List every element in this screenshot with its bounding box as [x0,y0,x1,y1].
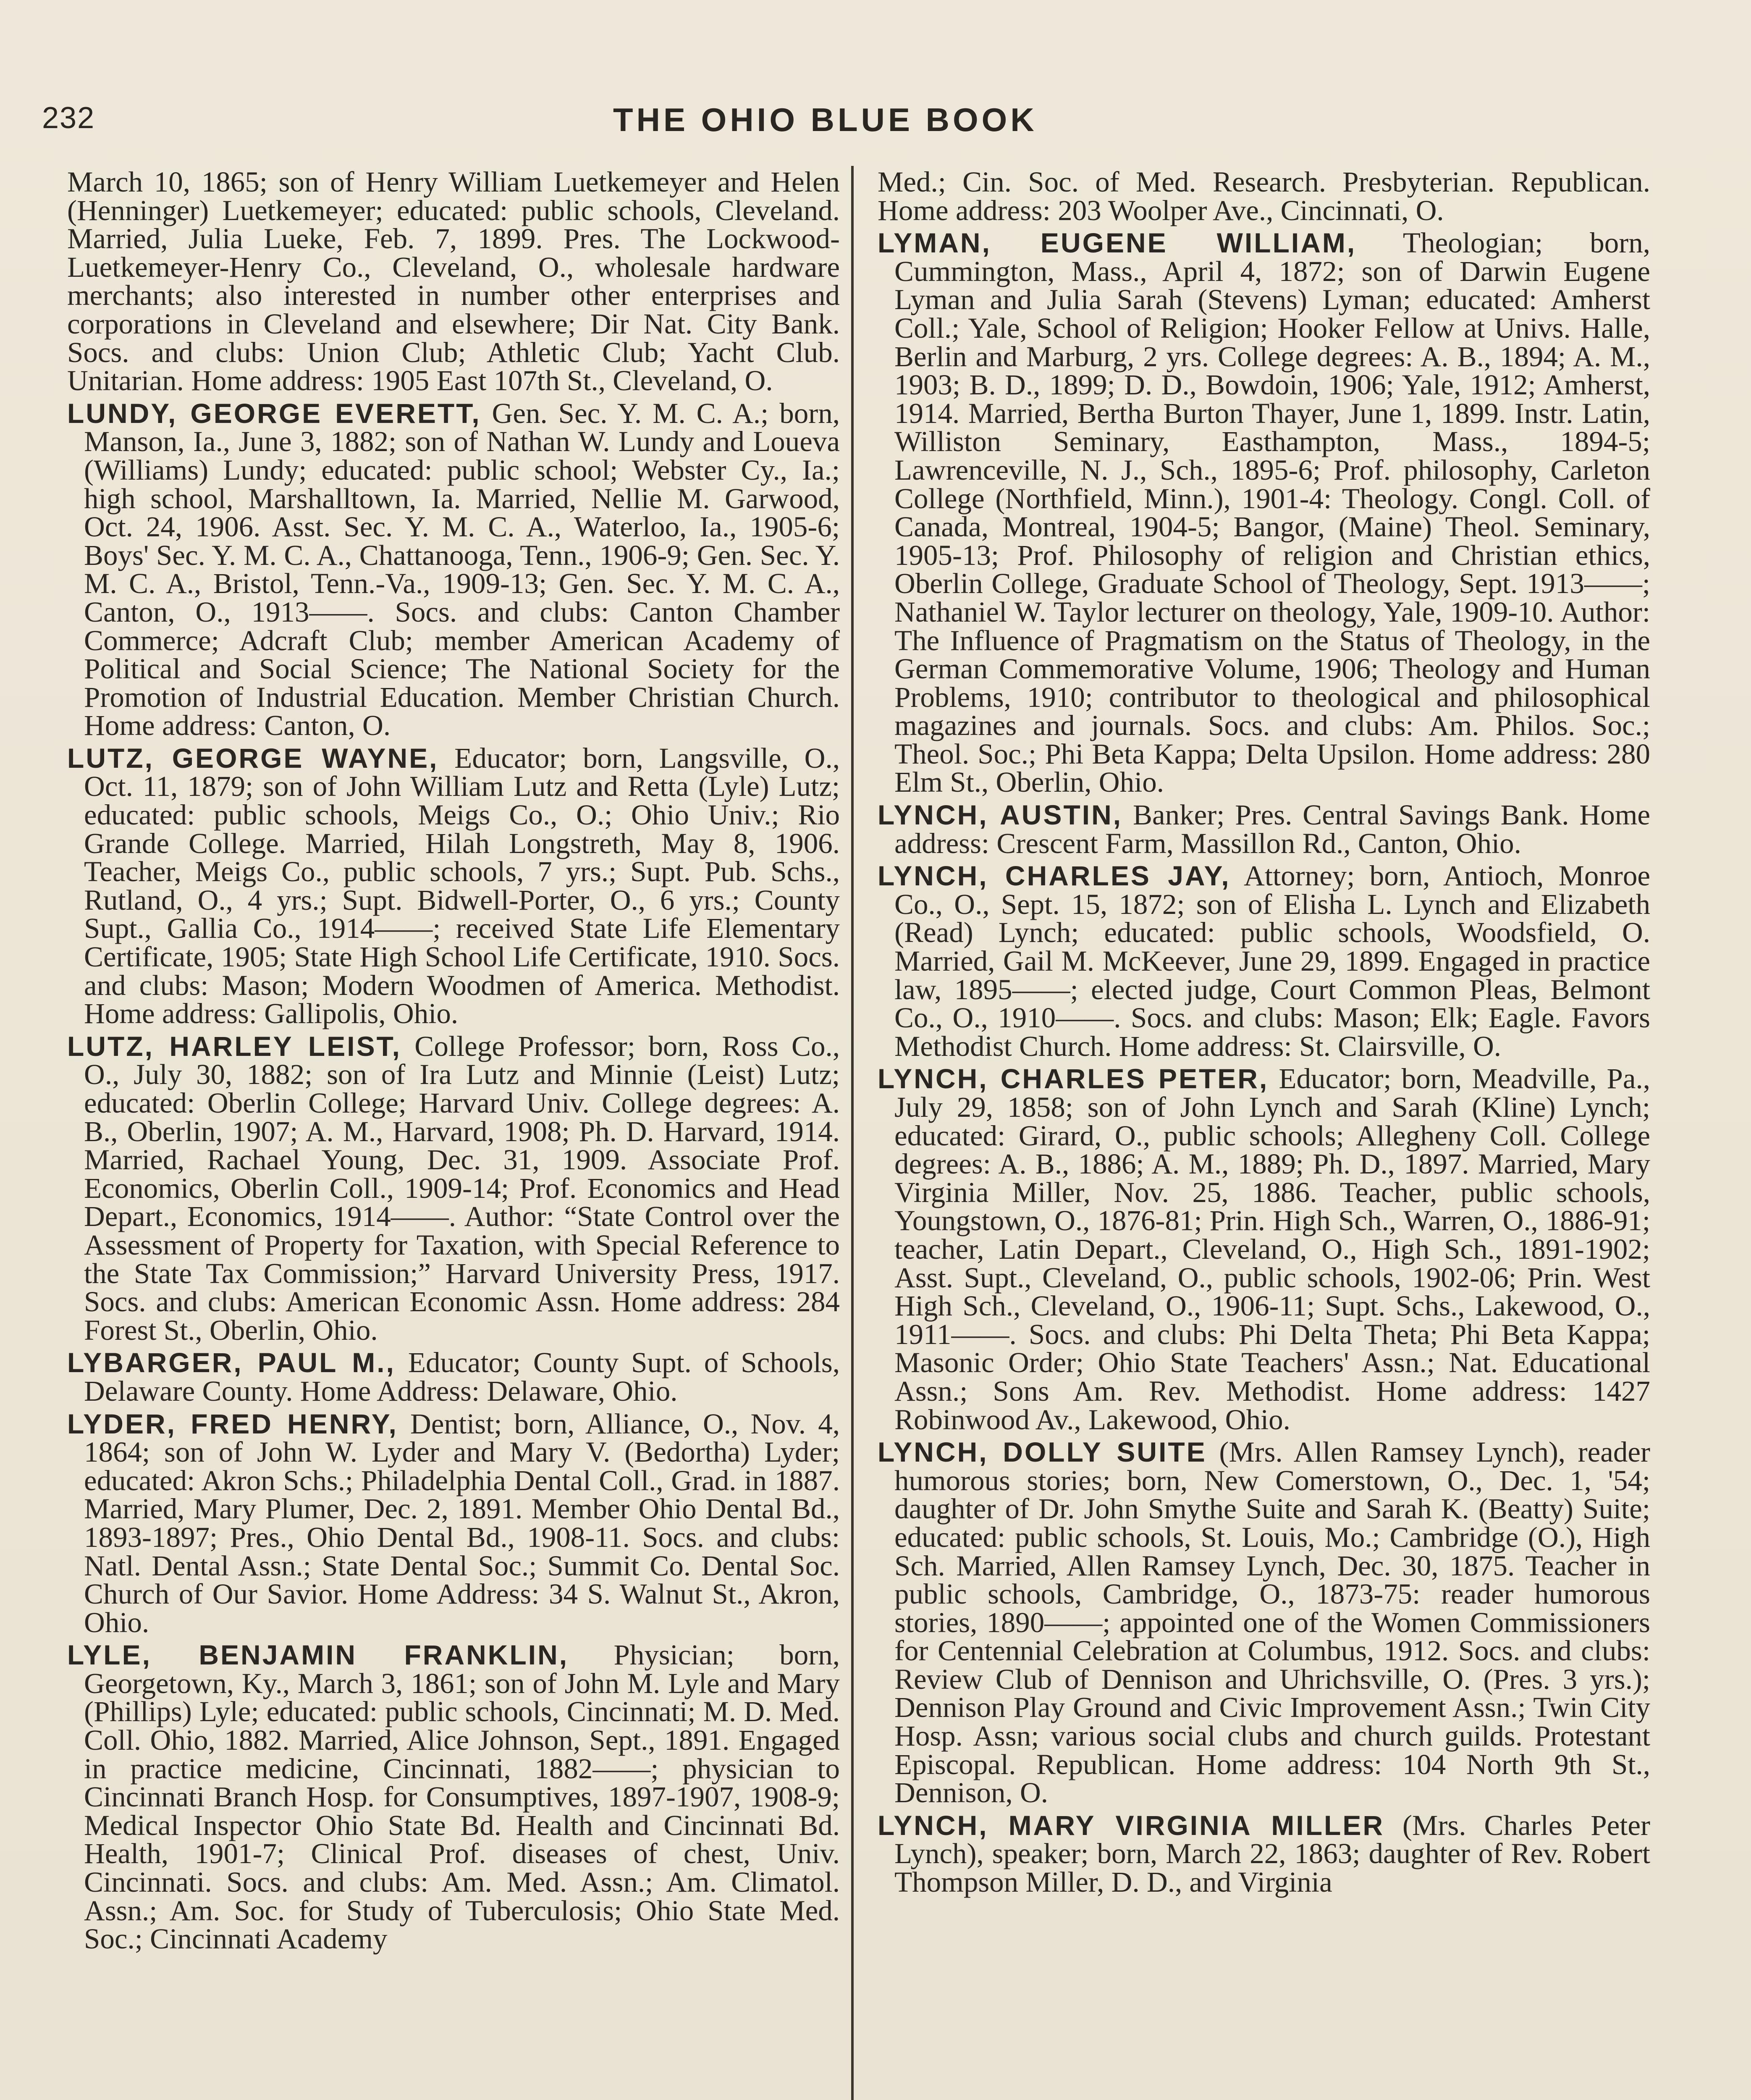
right-column [878,168,1650,2100]
entry-body: Educator; born, Meadville, Pa., July 29, 1858; son of John Lynch and Sarah (Kline) Lynch; educated: Girard, O., public schools; Allegheny Coll. College degrees: A. B., 1886; A. M., 1889; Ph. D., 1897. Married, Mary Virginia Miller, Nov. 25, 1886. Teacher, public schools, Youngstown, O., 1876-81; Prin. High Sch., Warren, O., 1886-91; teacher, Latin Depart., Cleveland, O., High Sch., 1891-1902; Asst. Supt., Cleveland, O., public schools, 1902-06; Prin. West High Sch., Cleveland, O., 1906-11; Supt. Schs., Lakewood, O., 1911——. Socs. and clubs: Phi Delta Theta; Phi Beta Kappa; Masonic Order; Ohio State Teachers' Assn.; Nat. Educational Assn.; Sons Am. Rev. Methodist. Home address: 1427 Robinwood Av., Lakewood, Ohio. [894,1063,1650,1436]
entry-name: LYBARGER, PAUL M., [67,1347,396,1378]
entry-body: Theologian; born, Cummington, Mass., April 4, 1872; son of Darwin Eugene Lyman and Julia Sarah (Stevens) Lyman; educated: Amherst Coll.; Yale, School of Religion; Hooker Fellow at Univs. Halle, Berlin and Marburg, 2 yrs. College degrees: A. B., 1894; A. M., 1903; B. D., 1899; D. D., Bowdoin, 1906; Yale, 1912; Amherst, 1914. Married, Bertha Burton Thayer, June 1, 1899. Instr. Latin, Williston Seminary, Easthampton, Mass., 1894-5; Lawrenceville, N. J., Sch., 1895-6; Prof. philosophy, Carleton College (Northfield, Minn.), 1901-4: Theology. Congl. Coll. of Canada, Montreal, 1904-5; Bangor, (Maine) Theol. Seminary, 1905-13; Prof. Philosophy of religion and Christian ethics, Oberlin College, Graduate School of Theology, Sept. 1913——; Nathaniel W. Taylor lecturer on theology, Yale, 1909-10. Author: The Influence of Pragmatism on the Status of Theology, in the German Commemorative Volume, 1906; Theology and Human Problems, 1910; contributor to theological and philosophical magazines and journals. Socs. and clubs: Am. Philos. Soc.; Theol. Soc.; Phi Beta Kappa; Delta Upsilon. Home address: 280 Elm St., Oberlin, Ohio. [894,227,1650,798]
entry-name: LYNCH, CHARLES PETER, [878,1063,1269,1095]
entry-body: Med.; Cin. Soc. of Med. Research. Presbyterian. Republican. Home address: 203 Woolper Ave., Cincinnati, O. [878,168,1650,226]
entry-body: Educator; born, Langsville, O., Oct. 11, 1879; son of John William Lutz and Retta (Lyle) Lutz; educated: public schools, Meigs Co., O.; Ohio Univ.; Rio Grande College. Married, Hilah Longstreth, May 8, 1906. Teacher, Meigs Co., public schools, 7 yrs.; Supt. Pub. Schs., Rutland, O., 4 yrs.; Supt. Bidwell-Porter, O., 6 yrs.; County Supt., Gallia Co., 1914——; received State Life Elementary Certificate, 1905; State High School Life Certificate, 1910. Socs. and clubs: Mason; Modern Woodmen of America. Methodist. Home address: Gallipolis, Ohio. [84,742,840,1030]
entry-name: LUTZ, HARLEY LEIST, [67,1030,401,1062]
entry-name: LUTZ, GEORGE WAYNE, [67,742,439,774]
entry-body: College Professor; born, Ross Co., O., July 30, 1882; son of Ira Lutz and Minnie (Leist) Lutz; educated: Oberlin College; Harvard Univ. College degrees: A. B., Oberlin, 1907; A. M., Harvard, 1908; Ph. D. Harvard, 1914. Married, Rachael Young, Dec. 31, 1909. Associate Prof. Economics, Oberlin Coll., 1909-14; Prof. Economics and Head Depart., Economics, 1914——. Author: “State Control over the Assessment of Property for Taxation, with Special Reference to the State Tax Commission;” Harvard University Press, 1917. Socs. and clubs: American Economic Assn. Home address: 284 Forest St., Oberlin, Ohio. [84,1030,840,1346]
entry-body: Banker; Pres. Central Savings Bank. Home address: Crescent Farm, Massillon Rd., Canton, Ohio. [894,799,1650,859]
biography-entry [67,1032,840,1345]
biography-entry [878,168,1650,225]
entry-body: Dentist; born, Alliance, O., Nov. 4, 1864; son of John W. Lyder and Mary V. (Bedortha) Lyder; educated: Akron Schs.; Philadelphia Dental Coll., Grad. in 1887. Married, Mary Plumer, Dec. 2, 1891. Member Ohio Dental Bd., 1893-1897; Pres., Ohio Dental Bd., 1908-11. Socs. and clubs: Natl. Dental Assn.; State Dental Soc.; Summit Co. Dental Soc. Church of Our Savior. Home Address: 34 S. Walnut St., Akron, Ohio. [84,1407,840,1638]
biography-entry [878,1065,1650,1434]
biography-entry [878,862,1650,1060]
entry-name: LYNCH, AUSTIN, [878,799,1123,831]
entry-body: Physician; born, Georgetown, Ky., March 3, 1861; son of John M. Lyle and Mary (Phillips) Lyle; educated: public schools, Cincinnati; M. D. Med. Coll. Ohio, 1882. Married, Alice Johnson, Sept., 1891. Engaged in practice medicine, Cincinnati, 1882——; physician to Cincinnati Branch Hosp. for Consumptives, 1897-1907, 1908-9; Medical Inspector Ohio State Bd. Health and Cincinnati Bd. Health, 1901-7; Clinical Prof. diseases of chest, Univ. Cincinnati. Socs. and clubs: Am. Med. Assn.; Am. Climatol. Assn.; Am. Soc. for Study of Tuberculosis; Ohio State Med. Soc.; Cincinnati Academy [84,1639,840,1955]
biography-entry [67,399,840,740]
entry-body: (Mrs. Allen Ramsey Lynch), reader humorous stories; born, New Comerstown, O., Dec. 1, '54; daughter of Dr. John Smythe Suite and Sarah K. (Beatty) Suite; educated: public schools, St. Louis, Mo.; Cambridge (O.), High Sch. Married, Allen Ramsey Lynch, Dec. 30, 1875. Teacher in public schools, Cambridge, O., 1873-75: reader humorous stories, 1890——; appointed one of the Women Commissioners for Centennial Celebration at Columbus, 1912. Socs. and clubs: Review Club of Dennison and Uhrichsville, O. (Pres. 3 yrs.); Dennison Play Ground and Civic Improvement Assn.; Twin City Hosp. Assn; various social clubs and church guilds. Protestant Episcopal. Republican. Home address: 104 North 9th St., Dennison, O. [894,1436,1650,1809]
entry-name: LYDER, FRED HENRY, [67,1408,398,1439]
entry-body: (Mrs. Charles Peter Lynch), speaker; born, March 22, 1863; daughter of Rev. Robert Thompson Miller, D. D., and Virginia [894,1809,1650,1898]
entry-name: LUNDY, GEORGE EVERETT, [67,397,481,429]
running-title: THE OHIO BLUE BOOK [613,101,1038,138]
entry-body: Educator; County Supt. of Schools, Delaware County. Home Address: Delaware, Ohio. [84,1347,840,1407]
entry-body: Gen. Sec. Y. M. C. A.; born, Manson, Ia., June 3, 1882; son of Nathan W. Lundy and Loueva (Williams) Lundy; educated: public school; Webster Cy., Ia.; high school, Marshalltown, Ia. Married, Nellie M. Garwood, Oct. 24, 1906. Asst. Sec. Y. M. C. A., Waterloo, Ia., 1905-6; Boys' Sec. Y. M. C. A., Chattanooga, Tenn., 1906-9; Gen. Sec. Y. M. C. A., Bristol, Tenn.-Va., 1909-13; Gen. Sec. Y. M. C. A., Canton, O., 1913——. Socs. and clubs: Canton Chamber Commerce; Adcraft Club; member American Academy of Political and Social Science; The National Society for the Promotion of Industrial Education. Member Christian Church. Home address: Canton, O. [84,397,840,742]
biography-entry [67,744,840,1028]
entry-name: LYNCH, DOLLY SUITE [878,1436,1207,1468]
entry-name: LYNCH, CHARLES JAY, [878,860,1231,892]
biography-entry [67,1349,840,1405]
entry-name: LYLE, BENJAMIN FRANKLIN, [67,1639,569,1671]
entry-name: LYNCH, MARY VIRGINIA MILLER [878,1809,1385,1841]
page-number: 232 [42,101,95,135]
biography-entry [878,229,1650,797]
biography-entry [67,1641,840,1953]
column-divider [851,166,854,2100]
biography-entry [878,1438,1650,1807]
biography-entry [67,168,840,395]
left-column [67,168,840,2100]
biography-entry [878,801,1650,858]
page-header [42,92,1709,155]
entry-body: Attorney; born, Antioch, Monroe Co., O., Sept. 15, 1872; son of Elisha L. Lynch and Elizabeth (Read) Lynch; educated: public schools, Woodsfield, O. Married, Gail M. McKeever, June 29, 1899. Engaged in practice law, 1895——; elected judge, Court Common Pleas, Belmont Co., O., 1910——. Socs. and clubs: Mason; Elk; Eagle. Favors Methodist Church. Home address: St. Clairsville, O. [894,860,1650,1062]
entry-name: LYMAN, EUGENE WILLIAM, [878,227,1357,259]
biography-entry [878,1811,1650,1897]
entry-body: March 10, 1865; son of Henry William Luetkemeyer and Helen (Henninger) Luetkemeyer; educated: public schools, Cleveland. Married, Julia Lueke, Feb. 7, 1899. Pres. The Lockwood-Luetkemeyer-Henry Co., Cleveland, O., wholesale hardware merchants; also interested in number other enterprises and corporations in Cleveland and elsewhere; Dir Nat. City Bank. Socs. and clubs: Union Club; Athletic Club; Yacht Club. Unitarian. Home address: 1905 East 107th St., Cleveland, O. [67,168,840,397]
biography-entry [67,1407,840,1638]
